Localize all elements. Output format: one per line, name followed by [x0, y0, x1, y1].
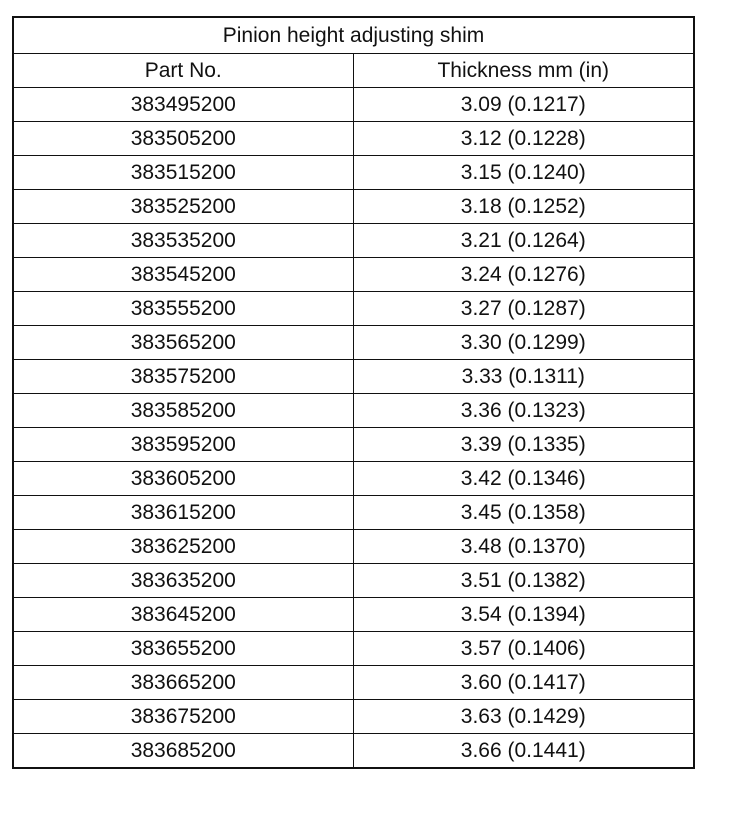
table-row — [13, 156, 694, 190]
part-no-cell: 383685200 — [13, 734, 353, 769]
column-header-part-no: Part No. — [13, 54, 353, 88]
part-no-cell: 383675200 — [13, 700, 353, 734]
thickness-cell: 3.63 (0.1429) — [353, 700, 694, 734]
thickness-cell: 3.39 (0.1335) — [353, 428, 694, 462]
table-row — [13, 462, 694, 496]
part-no-cell: 383585200 — [13, 394, 353, 428]
table-row — [13, 88, 694, 122]
thickness-cell: 3.30 (0.1299) — [353, 326, 694, 360]
part-no-cell: 383645200 — [13, 598, 353, 632]
table-row — [13, 700, 694, 734]
table-row — [13, 632, 694, 666]
table-row — [13, 258, 694, 292]
part-no-cell: 383525200 — [13, 190, 353, 224]
thickness-cell: 3.66 (0.1441) — [353, 734, 694, 769]
thickness-cell: 3.15 (0.1240) — [353, 156, 694, 190]
column-header-thickness: Thickness mm (in) — [353, 54, 694, 88]
thickness-cell: 3.12 (0.1228) — [353, 122, 694, 156]
thickness-cell: 3.51 (0.1382) — [353, 564, 694, 598]
table-title: Pinion height adjusting shim — [13, 17, 694, 54]
thickness-cell: 3.57 (0.1406) — [353, 632, 694, 666]
part-no-cell: 383605200 — [13, 462, 353, 496]
table-row — [13, 598, 694, 632]
thickness-cell: 3.33 (0.1311) — [353, 360, 694, 394]
thickness-cell: 3.27 (0.1287) — [353, 292, 694, 326]
table-header-row — [13, 54, 694, 88]
part-no-cell: 383665200 — [13, 666, 353, 700]
table-row — [13, 530, 694, 564]
thickness-cell: 3.45 (0.1358) — [353, 496, 694, 530]
table-row — [13, 122, 694, 156]
part-no-cell: 383575200 — [13, 360, 353, 394]
part-no-cell: 383535200 — [13, 224, 353, 258]
table-row — [13, 564, 694, 598]
table-row — [13, 292, 694, 326]
part-no-cell: 383625200 — [13, 530, 353, 564]
part-no-cell: 383515200 — [13, 156, 353, 190]
pinion-shim-table — [12, 16, 695, 769]
part-no-cell: 383505200 — [13, 122, 353, 156]
thickness-cell: 3.18 (0.1252) — [353, 190, 694, 224]
table-row — [13, 496, 694, 530]
part-no-cell: 383595200 — [13, 428, 353, 462]
table-row — [13, 666, 694, 700]
table-row — [13, 326, 694, 360]
thickness-cell: 3.24 (0.1276) — [353, 258, 694, 292]
table-row — [13, 394, 694, 428]
thickness-cell: 3.21 (0.1264) — [353, 224, 694, 258]
part-no-cell: 383545200 — [13, 258, 353, 292]
part-no-cell: 383565200 — [13, 326, 353, 360]
table-row — [13, 224, 694, 258]
part-no-cell: 383635200 — [13, 564, 353, 598]
table-row — [13, 734, 694, 769]
thickness-cell: 3.36 (0.1323) — [353, 394, 694, 428]
table-row — [13, 190, 694, 224]
table-row — [13, 360, 694, 394]
thickness-cell: 3.54 (0.1394) — [353, 598, 694, 632]
thickness-cell: 3.42 (0.1346) — [353, 462, 694, 496]
thickness-cell: 3.09 (0.1217) — [353, 88, 694, 122]
thickness-cell: 3.48 (0.1370) — [353, 530, 694, 564]
part-no-cell: 383615200 — [13, 496, 353, 530]
part-no-cell: 383495200 — [13, 88, 353, 122]
part-no-cell: 383655200 — [13, 632, 353, 666]
part-no-cell: 383555200 — [13, 292, 353, 326]
thickness-cell: 3.60 (0.1417) — [353, 666, 694, 700]
table-title-row — [13, 17, 694, 54]
table-row — [13, 428, 694, 462]
